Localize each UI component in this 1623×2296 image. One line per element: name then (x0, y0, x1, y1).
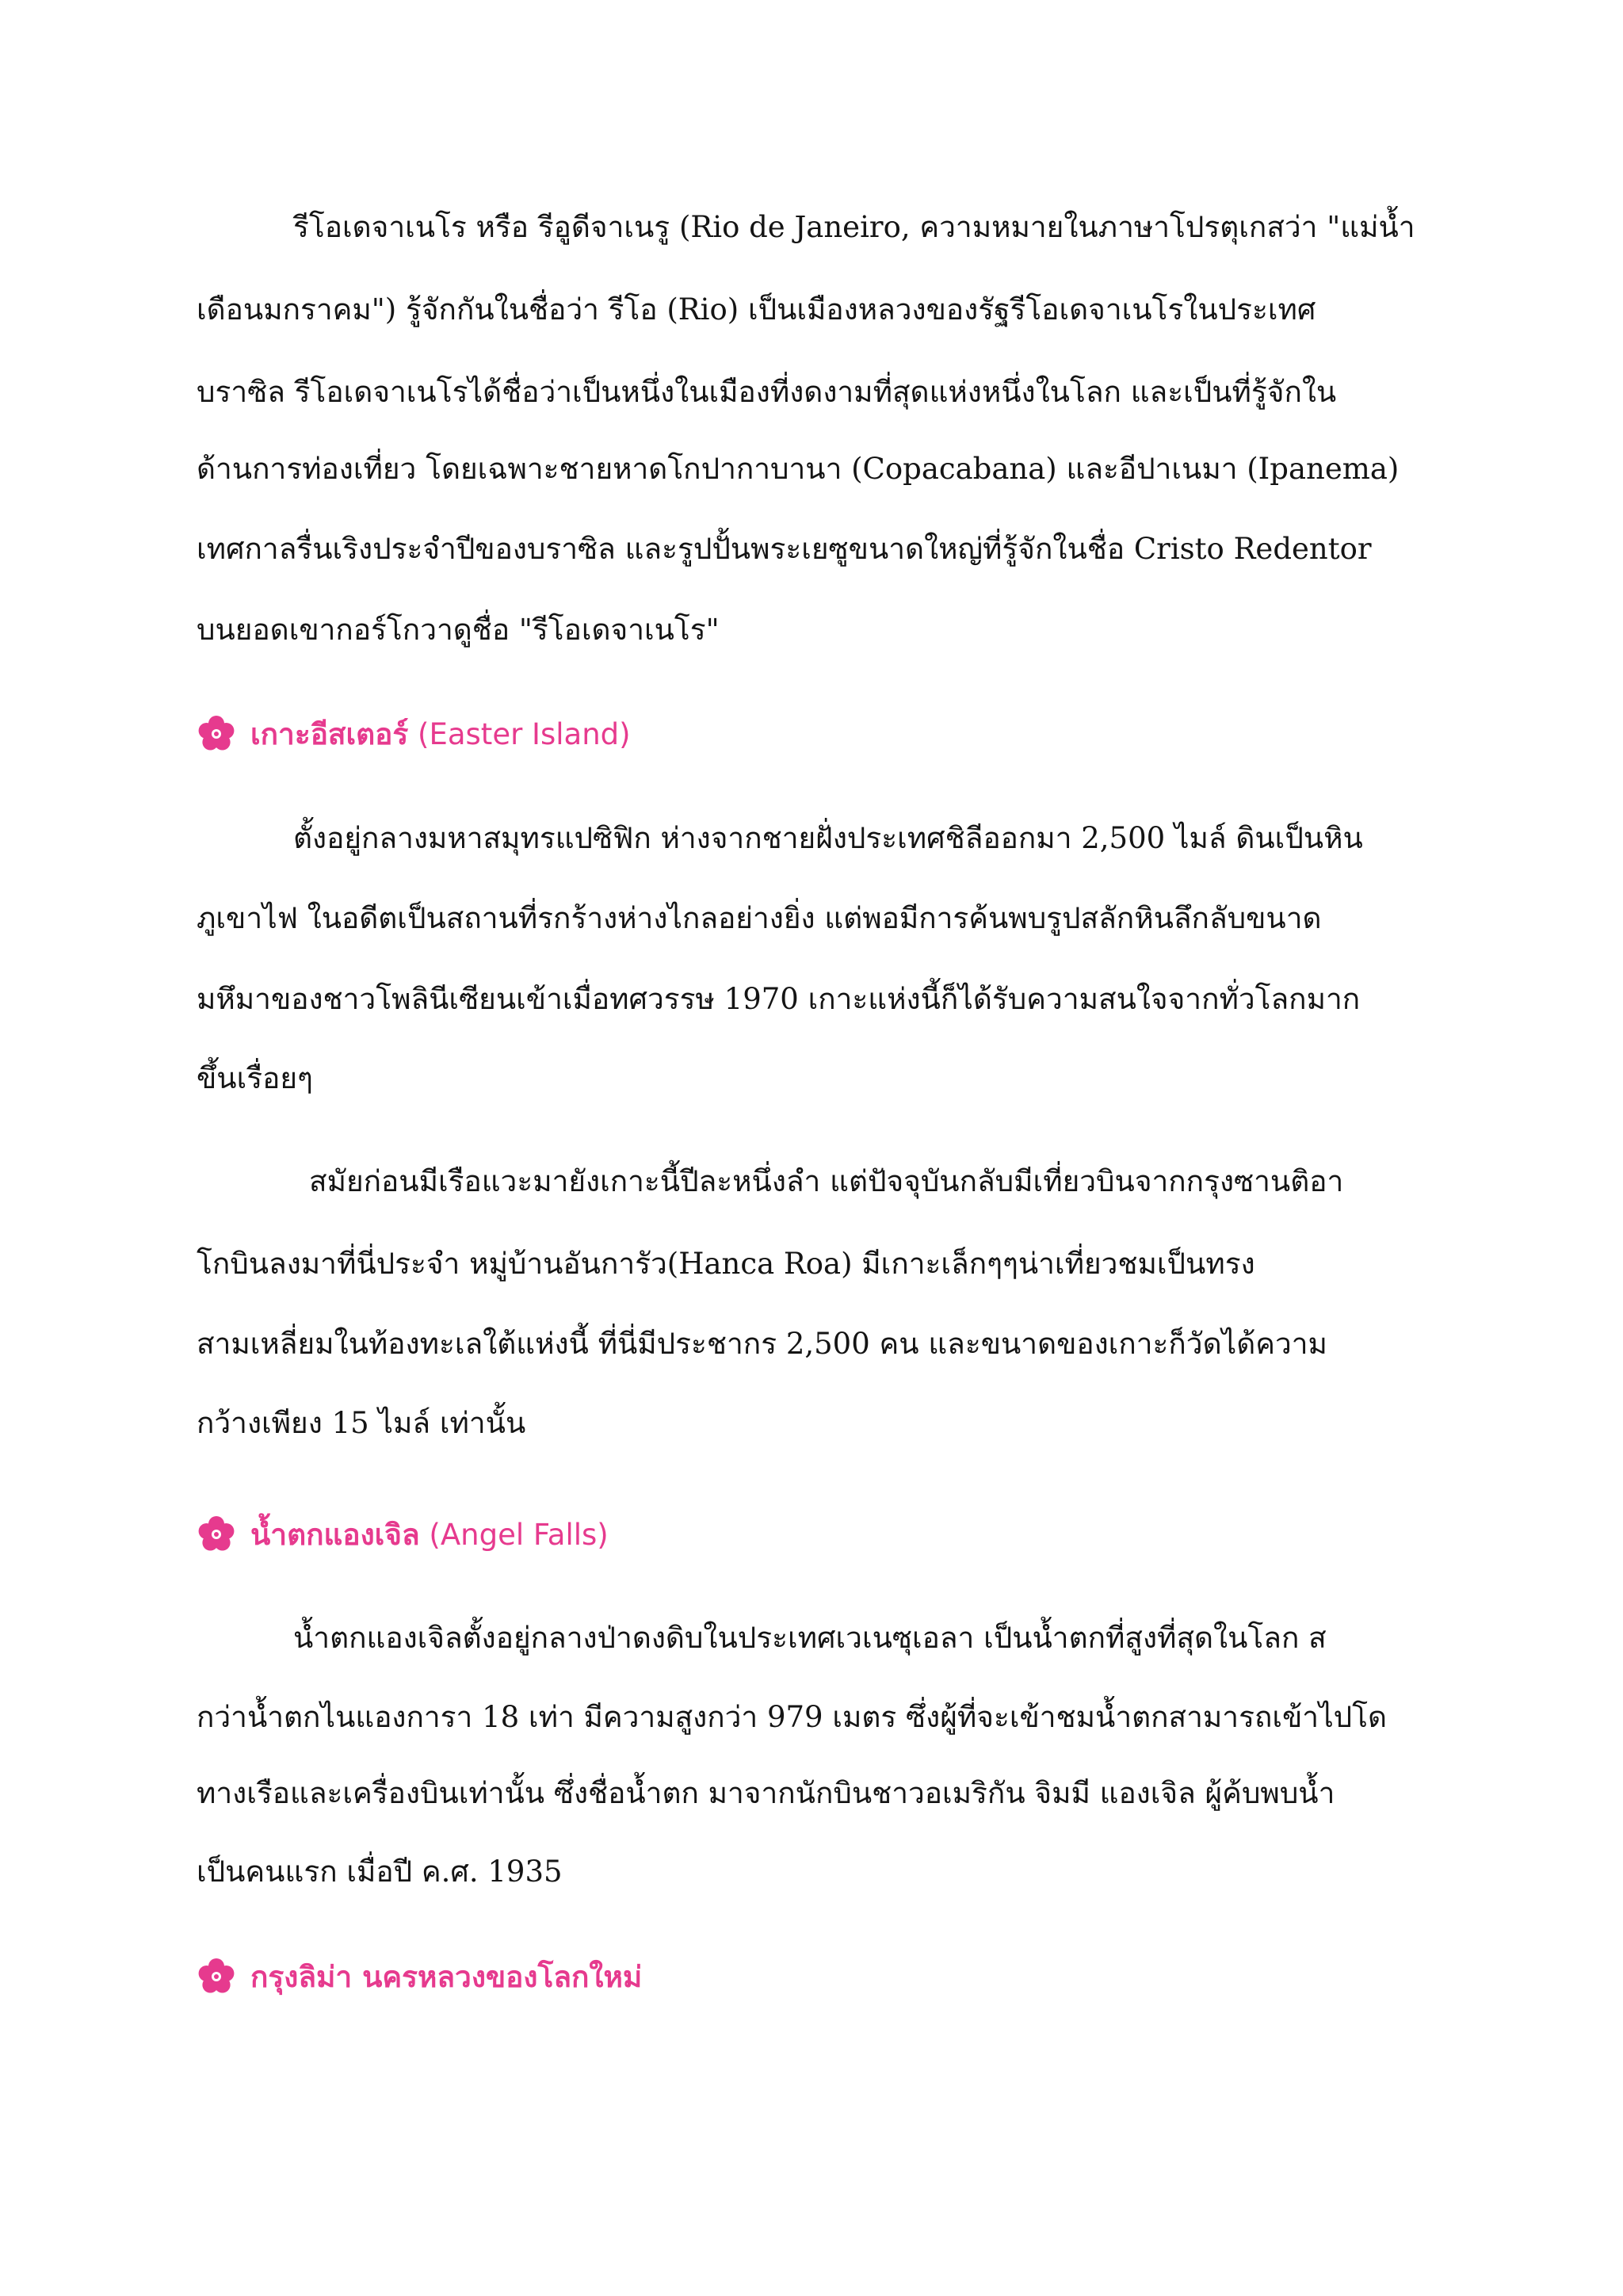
text-line: สมัยก่อนมีเรือแวะมายังเกาะนี้ปีละหนึ่งลำ แต่ปัจจุบันกลับมีเที่ยวบินจากกรุงซานติอา (309, 1164, 1344, 1198)
text-line: เดือนมกราคม") รู้จักกันในชื่อว่า รีโอ (Rio) เป็นเมืองหลวงของรัฐรีโอเดจาเนโรในประเทศ (197, 292, 1316, 327)
heading-latin: (Angel Falls) (419, 1517, 609, 1552)
text-line: ตั้งอยู่กลางมหาสมุทรแปซิฟิก ห่างจากชายฝั่งประเทศชิลีออกมา 2,500 ไมล์ ดินเป็นหิน (293, 821, 1363, 855)
text-line: ภูเขาไฟ ในอดีตเป็นสถานที่รกร้างห่างไกลอย่างยิ่ง แต่พอมีการค้นพบรูปสลักหินลึกลับขนาด (197, 901, 1322, 935)
text-line: เทศกาลรื่นเริงประจำปีของบราซิล และรูปปั้นพระเยซูขนาดใหญ่ที่รู้จักในชื่อ Cristo Redentor (197, 532, 1372, 566)
heading-latin: (Easter Island) (408, 716, 631, 751)
text-line: เป็นคนแรก เมื่อปี ค.ศ. 1935 (197, 1855, 563, 1889)
text-line: กว่าน้ำตกไนแองการา 18 เท่า มีความสูงกว่า 979 เมตร ซึ่งผู้ที่จะเข้าชมน้ำตกสามารถเข้าไปโด (197, 1700, 1388, 1734)
heading-text (250, 1954, 642, 2000)
flower-icon (197, 714, 236, 754)
heading-thai: น้ำตกแองเจิล (250, 1517, 420, 1552)
heading-thai: เกาะอีสเตอร์ (250, 716, 409, 751)
text-line: สามเหลี่ยมในท้องทะเลใต้แห่งนี้ ที่นี่มีประชากร 2,500 คน และขนาดของเกาะก็วัดได้ความ (197, 1327, 1327, 1361)
section-heading-lima (197, 1953, 642, 2000)
section-heading-easter-island (197, 710, 631, 758)
text-line: น้ำตกแองเจิลตั้งอยู่กลางป่าดงดิบในประเทศเวเนซุเอลา เป็นน้ำตกที่สูงที่สุดในโลก ส (293, 1621, 1327, 1655)
heading-text (250, 1511, 609, 1558)
section-heading-angel-falls (197, 1511, 609, 1558)
text-line: ด้านการท่องเที่ยว โดยเฉพาะชายหาดโกปากาบานา (Copacabana) และอีปาเนมา (Ipanema) (197, 452, 1400, 486)
text-line: ทางเรือและเครื่องบินเท่านั้น ซึ่งชื่อน้ำตก มาจากนักบินชาวอเมริกัน จิมมี แองเจิล ผู้ค้บพบน้ำ (197, 1776, 1335, 1810)
text-line: มหึมาของชาวโพลินีเซียนเข้าเมื่อทศวรรษ 1970 เกาะแห่งนี้ก็ได้รับความสนใจจากทั่วโลกมาก (197, 982, 1361, 1016)
text-line: กว้างเพียง 15 ไมล์ เท่านั้น (197, 1406, 526, 1440)
heading-thai: กรุงลิม่า นครหลวงของโลกใหม่ (250, 1959, 643, 1994)
text-line: บราซิล รีโอเดจาเนโรได้ชื่อว่าเป็นหนึ่งในเมืองที่งดงามที่สุดแห่งหนึ่งในโลก และเป็นที่รู้จักใน (197, 375, 1337, 409)
flower-icon (197, 1515, 236, 1554)
flower-icon (197, 1957, 236, 1996)
text-line: รีโอเดจาเนโร หรือ รีอูดีจาเนรู (Rio de Janeiro, ความหมายในภาษาโปรตุเกสว่า "แม่น้ำ (293, 210, 1415, 244)
text-line: โกบินลงมาที่นี่ประจำ หมู่บ้านอันการัว(Hanca Roa) มีเกาะเล็กๆๆน่าเที่ยวชมเป็นทรง (197, 1247, 1255, 1281)
heading-text (250, 711, 631, 758)
text-line: ขึ้นเรื่อยๆ (197, 1061, 313, 1095)
text-line: บนยอดเขากอร์โกวาดูชื่อ "รีโอเดจาเนโร" (197, 613, 720, 647)
